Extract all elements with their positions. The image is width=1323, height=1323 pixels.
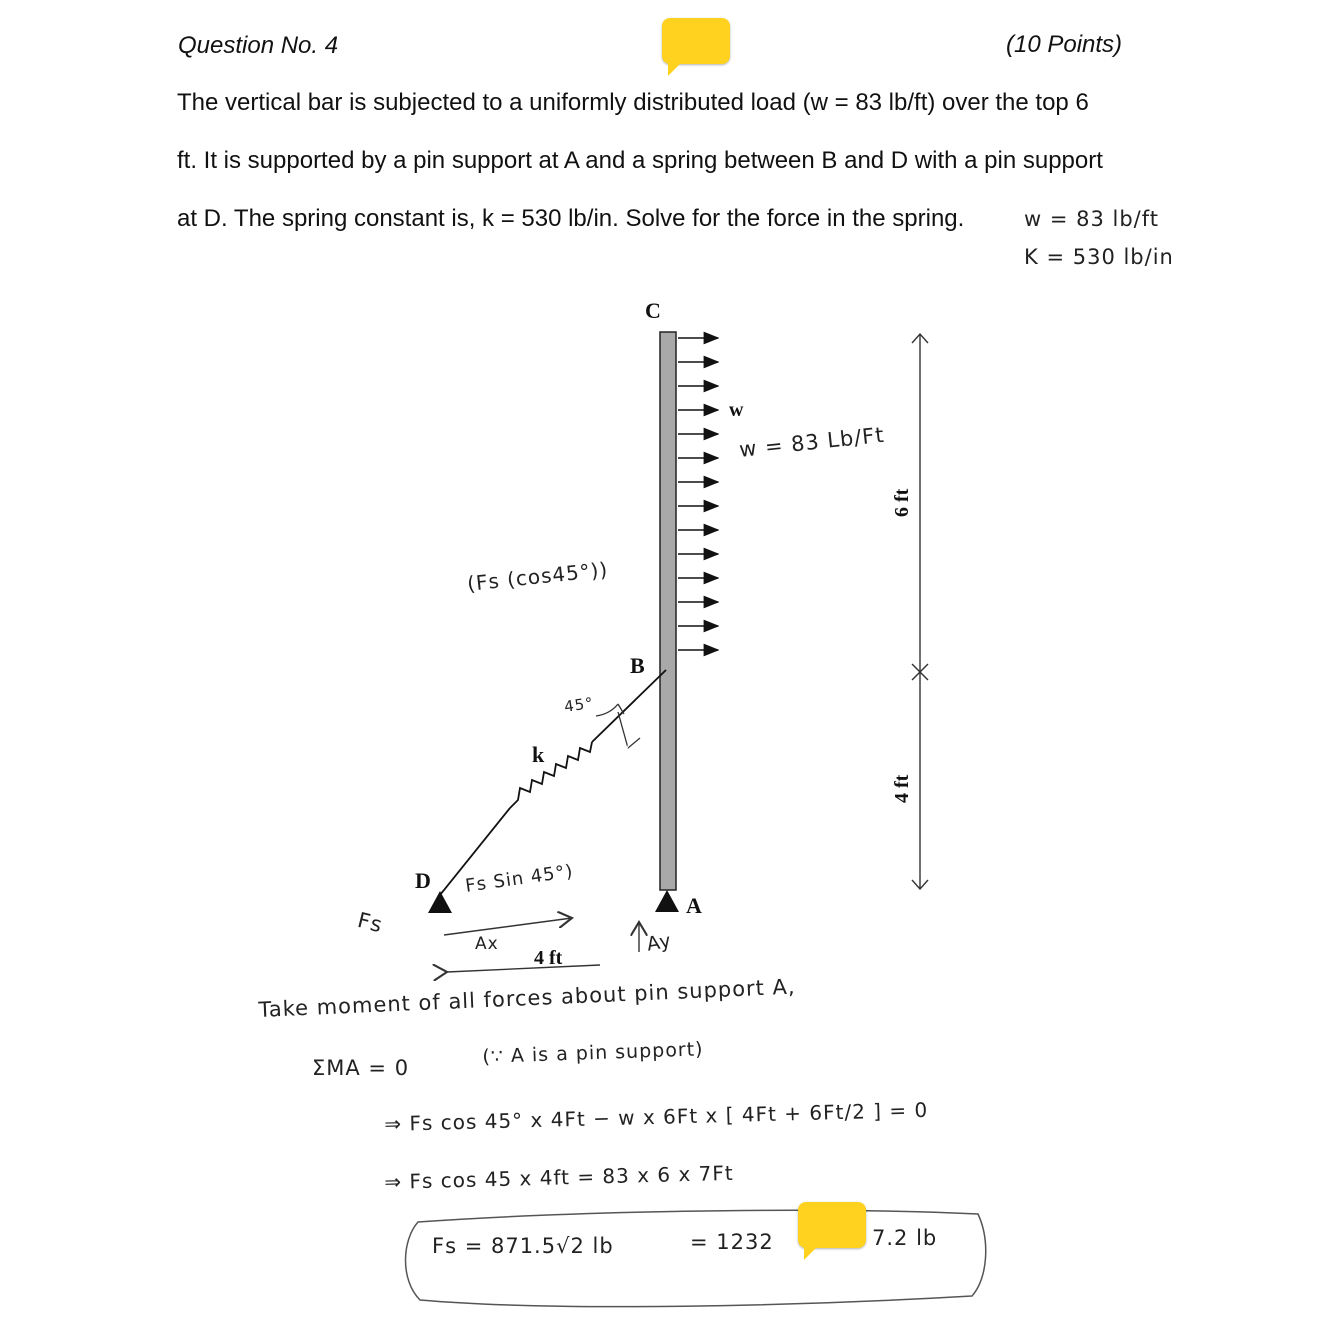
label-b: B: [630, 653, 645, 678]
label-w: w: [729, 399, 744, 421]
angle-note: 45°: [563, 693, 595, 716]
sticky-note-icon-bottom[interactable]: [798, 1202, 866, 1248]
problem-line-3: at D. The spring constant is, k = 530 lb/in. Solve for the force in the spring.: [177, 205, 965, 232]
result-part-a: Fs = 871.5√2 lb: [432, 1234, 614, 1258]
equation-1: ⇒ Fs cos 45° x 4Ft − w x 6Ft x [ 4Ft + 6Ft/2 ] = 0: [384, 1097, 929, 1136]
ax-note: Ax: [475, 934, 499, 954]
label-c: C: [645, 298, 661, 323]
label-a: A: [686, 893, 702, 918]
sum-ma-note: ΣMA = 0: [312, 1056, 410, 1080]
moment-text: Take moment of all forces about pin support A,: [258, 974, 797, 1022]
problem-line-2: ft. It is supported by a pin support at A and a spring between B and D with a pin support: [177, 147, 1103, 174]
dim-bottom-label: 4 ft: [891, 774, 913, 803]
given-w-note: w = 83 lb/ft: [1024, 207, 1160, 231]
points-label: (10 Points): [1006, 31, 1123, 58]
label-d: D: [415, 868, 431, 893]
question-label: Question No. 4: [178, 32, 339, 59]
dim-top-label: 6 ft: [891, 488, 913, 517]
given-k-note: K = 530 lb/in: [1024, 245, 1174, 269]
problem-line-1: The vertical bar is subjected to a uniformly distributed load (w = 83 lb/ft) over the top 6: [177, 89, 1089, 116]
ay-note: Ay: [645, 929, 674, 956]
result-part-b: = 1232: [690, 1230, 774, 1254]
fs-left-note: Fs: [355, 908, 386, 938]
label-k: k: [532, 742, 545, 767]
dim-horizontal-label: 4 ft: [534, 947, 563, 969]
v-note: V: [622, 740, 632, 754]
reason-note: (∵ A is a pin support): [482, 1038, 704, 1068]
fs-sin-note: Fs Sin 45°): [464, 860, 575, 897]
equation-2: ⇒ Fs cos 45 x 4ft = 83 x 6 x 7Ft: [384, 1160, 734, 1194]
fs-cos-note: (Fs (cos45°)): [466, 557, 610, 596]
load-note: w = 83 Lb/Ft: [738, 422, 886, 462]
result-part-c: 7.2 lb: [872, 1226, 938, 1250]
